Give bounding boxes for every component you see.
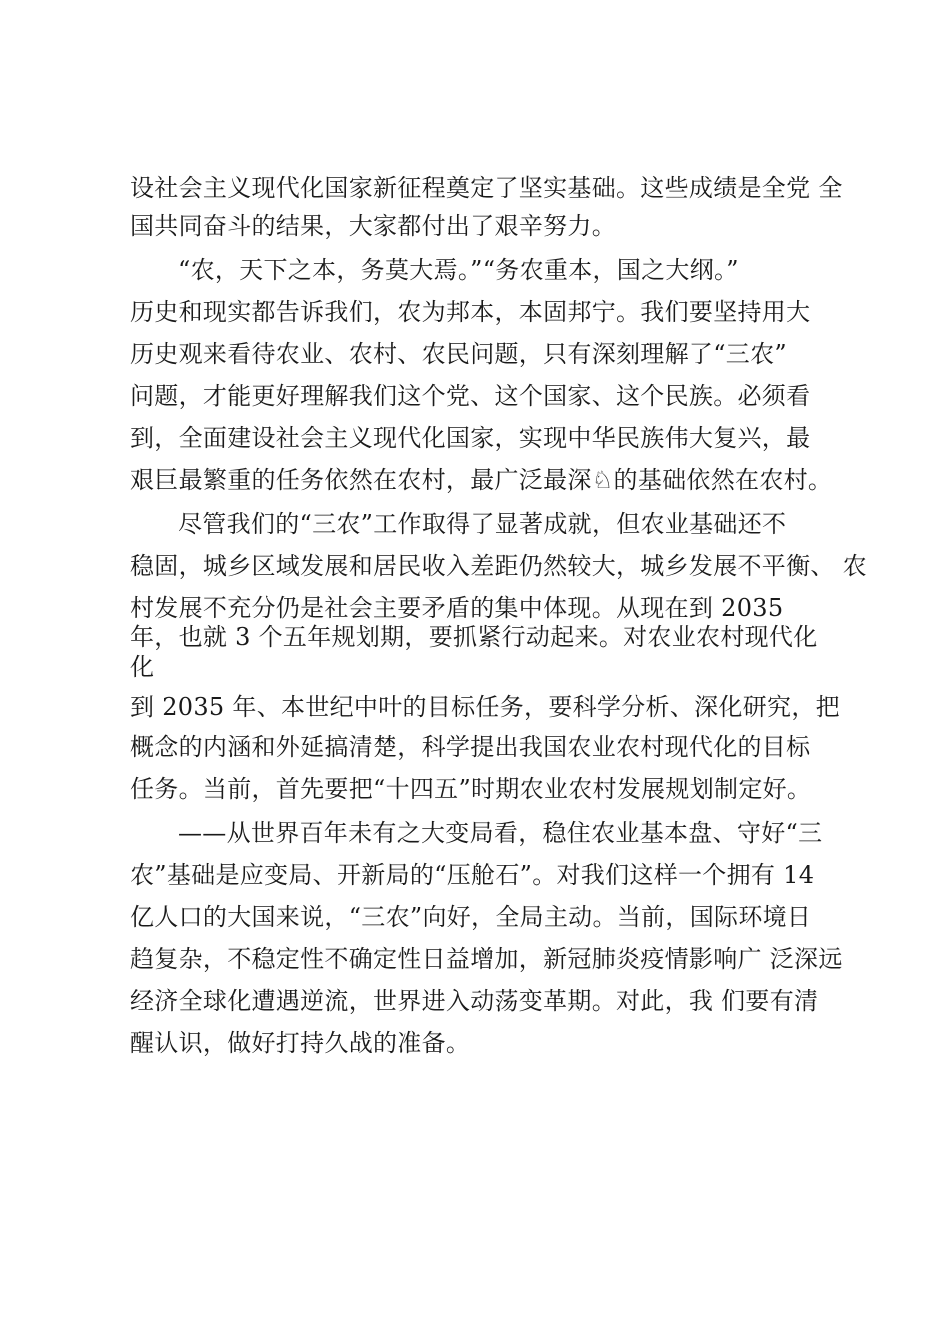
text-line: 醒认识，做好打持久战的准备。: [130, 1029, 471, 1057]
text-line: 到 2035 年、本世纪中叶的目标任务，要科学分析、深化研究，把: [130, 693, 840, 721]
paragraph-start-line: 尽管我们的“三农”工作取得了显著成就，但农业基础还不: [178, 510, 787, 538]
text-line: 国共同奋斗的结果，大家都付出了艰辛努力。: [130, 212, 616, 240]
text-line: 年，也就 3 个五年规划期，要抓紧行动起来。对农业农村现代化: [130, 623, 818, 651]
text-line: 设社会主义现代化国家新征程奠定了坚实基础。这些成绩是全党 全: [130, 174, 843, 202]
text-line: 亿人口的大国来说，“三农”向好，全局主动。当前，国际环境日: [130, 903, 812, 931]
text-line: 艰巨最繁重的任务依然在农村，最广泛最深♘的基础依然在农村。: [130, 466, 833, 494]
paragraph-start-line: “农，天下之本，务莫大焉。”“务农重本，国之大纲。”: [178, 256, 739, 284]
text-line: 农”基础是应变局、开新局的“压舱石”。对我们这样一个拥有 14: [130, 861, 815, 889]
text-line: 化: [130, 653, 155, 681]
text-line: 概念的内涵和外延搞清楚，科学提出我国农业农村现代化的目标: [130, 733, 811, 761]
text-line: 经济全球化遭遇逆流，世界进入动荡变革期。对此，我 们要有清: [130, 987, 819, 1015]
paragraph-start-line: ——从世界百年未有之大变局看，稳住农业基本盘、守好“三: [178, 819, 823, 847]
text-line: 村发展不充分仍是社会主要矛盾的集中体现。从现在到 2035: [130, 594, 784, 622]
text-line: 历史和现实都告诉我们，农为邦本，本固邦宁。我们要坚持用大: [130, 298, 811, 326]
text-line: 任务。当前，首先要把“十四五”时期农业农村发展规划制定好。: [130, 775, 812, 803]
text-line: 稳固，城乡区域发展和居民收入差距仍然较大，城乡发展不平衡、 农: [130, 552, 867, 580]
text-line: 问题，才能更好理解我们这个党、这个国家、这个民族。必须看: [130, 382, 811, 410]
text-line: 历史观来看待农业、农村、农民问题，只有深刻理解了“三农”: [130, 340, 787, 368]
text-line: 趋复杂，不稳定性不确定性日益增加，新冠肺炎疫情影响广 泛深远: [130, 945, 843, 973]
text-line: 到，全面建设社会主义现代化国家，实现中华民族伟大复兴，最: [130, 424, 811, 452]
